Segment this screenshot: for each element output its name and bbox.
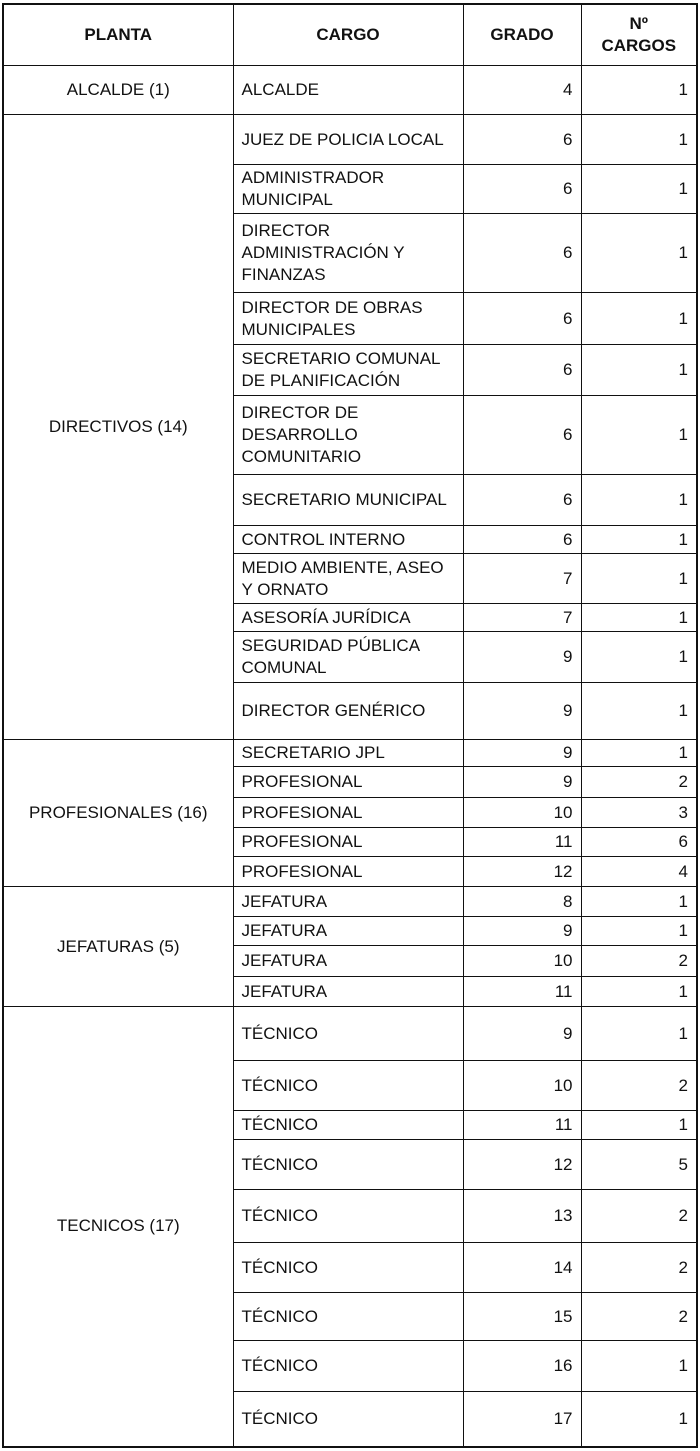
grado-cell: 14 bbox=[463, 1243, 581, 1293]
n-cargos-cell: 1 bbox=[581, 1392, 697, 1447]
table-row bbox=[3, 887, 697, 917]
n-cargos-cell: 1 bbox=[581, 115, 697, 165]
plantilla-table bbox=[2, 3, 698, 1448]
n-cargos-cell: 1 bbox=[581, 632, 697, 683]
grado-cell: 10 bbox=[463, 1061, 581, 1111]
n-cargos-cell: 1 bbox=[581, 66, 697, 115]
table-row bbox=[3, 66, 697, 115]
cargo-cell: PROFESIONAL bbox=[233, 857, 463, 887]
cargo-cell: ADMINISTRADOR MUNICIPAL bbox=[233, 165, 463, 214]
n-cargos-cell: 1 bbox=[581, 554, 697, 604]
cargo-cell: TÉCNICO bbox=[233, 1007, 463, 1061]
grado-cell: 9 bbox=[463, 767, 581, 798]
cargo-cell: JEFATURA bbox=[233, 946, 463, 977]
grado-cell: 17 bbox=[463, 1392, 581, 1447]
n-cargos-cell: 1 bbox=[581, 475, 697, 526]
header-grado: GRADO bbox=[463, 4, 581, 66]
cargo-cell: DIRECTOR DE OBRAS MUNICIPALES bbox=[233, 293, 463, 345]
planta-cell: PROFESIONALES (16) bbox=[3, 740, 233, 887]
cargo-cell: DIRECTOR GENÉRICO bbox=[233, 683, 463, 740]
document-page bbox=[2, 3, 698, 1443]
cargo-cell: MEDIO AMBIENTE, ASEO Y ORNATO bbox=[233, 554, 463, 604]
planta-cell: TECNICOS (17) bbox=[3, 1007, 233, 1447]
grado-cell: 6 bbox=[463, 475, 581, 526]
grado-cell: 6 bbox=[463, 396, 581, 475]
cargo-cell: TÉCNICO bbox=[233, 1243, 463, 1293]
grado-cell: 4 bbox=[463, 66, 581, 115]
planta-cell: JEFATURAS (5) bbox=[3, 887, 233, 1007]
planta-cell: DIRECTIVOS (14) bbox=[3, 115, 233, 740]
grado-cell: 11 bbox=[463, 977, 581, 1007]
grado-cell: 13 bbox=[463, 1190, 581, 1243]
planta-cell: ALCALDE (1) bbox=[3, 66, 233, 115]
n-cargos-cell: 1 bbox=[581, 917, 697, 946]
cargo-cell: TÉCNICO bbox=[233, 1140, 463, 1190]
grado-cell: 12 bbox=[463, 1140, 581, 1190]
n-cargos-cell: 1 bbox=[581, 1007, 697, 1061]
cargo-cell: PROFESIONAL bbox=[233, 798, 463, 828]
grado-cell: 9 bbox=[463, 740, 581, 767]
n-cargos-cell: 2 bbox=[581, 1061, 697, 1111]
header-cargo: CARGO bbox=[233, 4, 463, 66]
n-cargos-cell: 1 bbox=[581, 977, 697, 1007]
n-cargos-cell: 1 bbox=[581, 396, 697, 475]
n-cargos-cell: 1 bbox=[581, 740, 697, 767]
n-cargos-cell: 6 bbox=[581, 828, 697, 857]
n-cargos-cell: 2 bbox=[581, 1190, 697, 1243]
header-row bbox=[3, 4, 697, 66]
cargo-cell: SECRETARIO COMUNAL DE PLANIFICACIÓN bbox=[233, 345, 463, 396]
grado-cell: 11 bbox=[463, 1111, 581, 1140]
cargo-cell: DIRECTOR DE DESARROLLO COMUNITARIO bbox=[233, 396, 463, 475]
grado-cell: 6 bbox=[463, 345, 581, 396]
cargo-cell: CONTROL INTERNO bbox=[233, 526, 463, 554]
cargo-cell: ALCALDE bbox=[233, 66, 463, 115]
cargo-cell: JEFATURA bbox=[233, 977, 463, 1007]
header-n-cargos-line1: Nº bbox=[629, 14, 648, 33]
cargo-cell: SECRETARIO MUNICIPAL bbox=[233, 475, 463, 526]
grado-cell: 10 bbox=[463, 798, 581, 828]
grado-cell: 11 bbox=[463, 828, 581, 857]
cargo-cell: TÉCNICO bbox=[233, 1293, 463, 1341]
n-cargos-cell: 1 bbox=[581, 526, 697, 554]
n-cargos-cell: 1 bbox=[581, 604, 697, 632]
n-cargos-cell: 1 bbox=[581, 165, 697, 214]
cargo-cell: JEFATURA bbox=[233, 887, 463, 917]
cargo-cell: ASESORÍA JURÍDICA bbox=[233, 604, 463, 632]
grado-cell: 7 bbox=[463, 604, 581, 632]
grado-cell: 10 bbox=[463, 946, 581, 977]
n-cargos-cell: 2 bbox=[581, 1293, 697, 1341]
cargo-cell: SEGURIDAD PÚBLICA COMUNAL bbox=[233, 632, 463, 683]
table-row bbox=[3, 115, 697, 165]
cargo-cell: TÉCNICO bbox=[233, 1392, 463, 1447]
n-cargos-cell: 1 bbox=[581, 887, 697, 917]
grado-cell: 9 bbox=[463, 632, 581, 683]
header-n-cargos-line2: CARGOS bbox=[601, 36, 677, 55]
grado-cell: 9 bbox=[463, 683, 581, 740]
cargo-cell: PROFESIONAL bbox=[233, 767, 463, 798]
cargo-cell: DIRECTOR ADMINISTRACIÓN Y FINANZAS bbox=[233, 214, 463, 293]
n-cargos-cell: 1 bbox=[581, 1341, 697, 1392]
n-cargos-cell: 1 bbox=[581, 1111, 697, 1140]
cargo-cell: PROFESIONAL bbox=[233, 828, 463, 857]
grado-cell: 6 bbox=[463, 115, 581, 165]
cargo-cell: JUEZ DE POLICIA LOCAL bbox=[233, 115, 463, 165]
grado-cell: 7 bbox=[463, 554, 581, 604]
cargo-cell: JEFATURA bbox=[233, 917, 463, 946]
grado-cell: 16 bbox=[463, 1341, 581, 1392]
n-cargos-cell: 2 bbox=[581, 767, 697, 798]
n-cargos-cell: 4 bbox=[581, 857, 697, 887]
n-cargos-cell: 1 bbox=[581, 293, 697, 345]
cargo-cell: SECRETARIO JPL bbox=[233, 740, 463, 767]
grado-cell: 6 bbox=[463, 214, 581, 293]
table-row bbox=[3, 740, 697, 767]
header-n-cargos bbox=[581, 4, 697, 66]
grado-cell: 9 bbox=[463, 1007, 581, 1061]
grado-cell: 6 bbox=[463, 165, 581, 214]
cargo-cell: TÉCNICO bbox=[233, 1341, 463, 1392]
table-body bbox=[3, 66, 697, 1447]
n-cargos-cell: 5 bbox=[581, 1140, 697, 1190]
grado-cell: 9 bbox=[463, 917, 581, 946]
n-cargos-cell: 1 bbox=[581, 683, 697, 740]
grado-cell: 8 bbox=[463, 887, 581, 917]
grado-cell: 12 bbox=[463, 857, 581, 887]
header-planta: PLANTA bbox=[3, 4, 233, 66]
cargo-cell: TÉCNICO bbox=[233, 1061, 463, 1111]
cargo-cell: TÉCNICO bbox=[233, 1190, 463, 1243]
n-cargos-cell: 1 bbox=[581, 214, 697, 293]
n-cargos-cell: 1 bbox=[581, 345, 697, 396]
cargo-cell: TÉCNICO bbox=[233, 1111, 463, 1140]
n-cargos-cell: 3 bbox=[581, 798, 697, 828]
table-row bbox=[3, 1007, 697, 1061]
n-cargos-cell: 2 bbox=[581, 1243, 697, 1293]
grado-cell: 6 bbox=[463, 526, 581, 554]
n-cargos-cell: 2 bbox=[581, 946, 697, 977]
grado-cell: 15 bbox=[463, 1293, 581, 1341]
grado-cell: 6 bbox=[463, 293, 581, 345]
